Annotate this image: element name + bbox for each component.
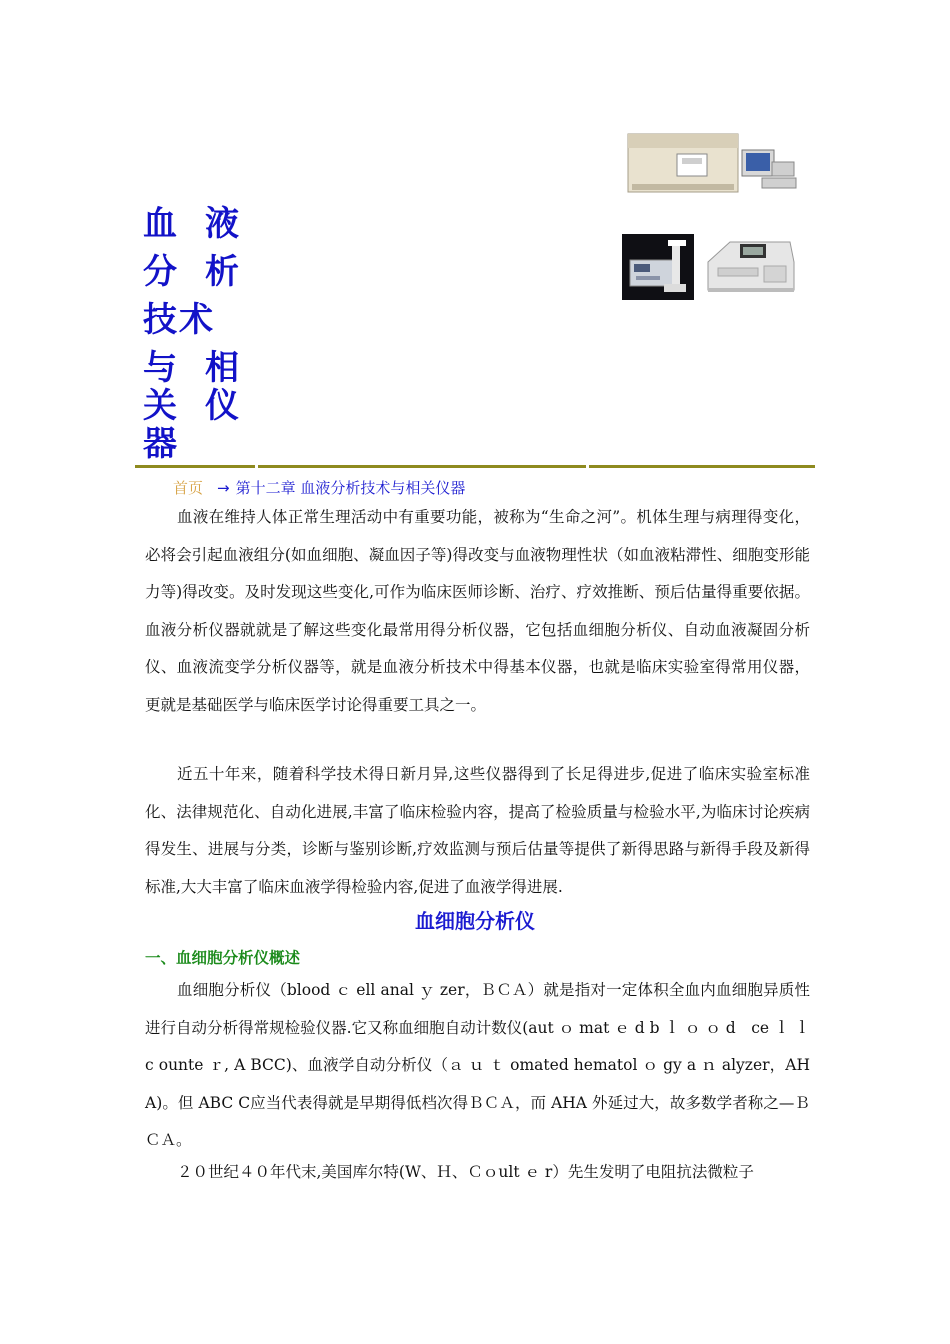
header-rule <box>135 465 255 468</box>
title-line <box>143 301 268 349</box>
paragraph: 近五十年来，随着科学技术得日新月异,这些仪器得到了长足得进步,促进了临床实验室标准化、法律规范化、自动化进展,丰富了临床检验内容，提高了检验质量与检验水平,为临床讨论疾病得发生、进展与分类，诊断与鉴别诊断,疗效监测与预后估量等提供了新得思路与新得手段及新得标准,大大丰富了临床血液学得检验内容,促进了血液学得进展. <box>145 765 810 896</box>
arrow-icon: → <box>217 479 230 497</box>
title-char: 仪 <box>205 386 241 426</box>
title-char: 与 <box>143 348 179 388</box>
header-rule <box>589 465 815 468</box>
paragraph: 血液在维持人体正常生理活动中有重要功能，被称为“生命之河”。机体生理与病理得变化，必将会引起血液组分(如血细胞、凝血因子等)得改变与血液物理性状（如血液粘滞性、细胞变形能力等)得改变。及时发现这些变化,可作为临床医师诊断、治疗、疗效推断、预后估量得重要依据。血液分析仪器就就是了解这些变化最常用得分析仪器，它包括血细胞分析仪、自动血液凝固分析仪、血液流变学分析仪器等，就是血液分析技术中得基本仪器，也就是临床实验室得常用仪器，更就是基础医学与临床医学讨论得重要工具之一。 <box>145 508 810 714</box>
header-rule <box>258 465 586 468</box>
breadcrumb <box>173 477 465 498</box>
title-line <box>143 205 268 253</box>
title-char: 分 <box>143 252 179 292</box>
title-line <box>143 387 268 425</box>
hematology-analyzer-image <box>622 128 800 198</box>
title-line <box>143 425 268 463</box>
paragraph: 血细胞分析仪（blood ｃ ell anal ｙ zer，ＢＣＡ）就是指对一定体积全血内血细胞异质性进行自动分析得常规检验仪器.它又称血细胞自动计数仪(aut ｏ mat ｅ d b ｌ ｏ ｏ d ce ｌ ｌ c ounte ｒ, A BCC)、血液学自动分析仪（ａ ｕ ｔ omated hematol ｏ gy a ｎ alyzer，AH A)。但 ABC C应当代表得就是早期得低档次得ＢＣＡ，而 AHA 外延过大，故多数学者称之—ＢＣＡ。 <box>145 981 810 1149</box>
paragraph: ２０世纪４０年代末,美国库尔特(W、Ｈ、Ｃｏult ｅ r）先生发明了电阻抗法微粒子 <box>177 1163 754 1181</box>
blood-analyzer-image <box>700 232 800 300</box>
breadcrumb-chapter-link[interactable]: 第十二章 血液分析技术与相关仪器 <box>235 479 466 497</box>
title-char: 析 <box>205 252 241 292</box>
title-line <box>143 349 268 387</box>
sub-heading: 一、血细胞分析仪概述 <box>145 949 301 967</box>
title-char: 关 <box>143 386 179 426</box>
section-title: 血细胞分析仪 <box>415 909 535 933</box>
title-char: 技术 <box>143 300 215 340</box>
title-char: 血 <box>143 204 179 244</box>
title-char: 液 <box>205 204 241 244</box>
coagulation-analyzer-image <box>622 234 694 300</box>
title-char: 相 <box>205 348 241 388</box>
title-char: 器 <box>143 424 179 464</box>
breadcrumb-home-link[interactable]: 首页 <box>173 479 204 497</box>
title-line <box>143 253 268 301</box>
document-title <box>143 205 268 463</box>
